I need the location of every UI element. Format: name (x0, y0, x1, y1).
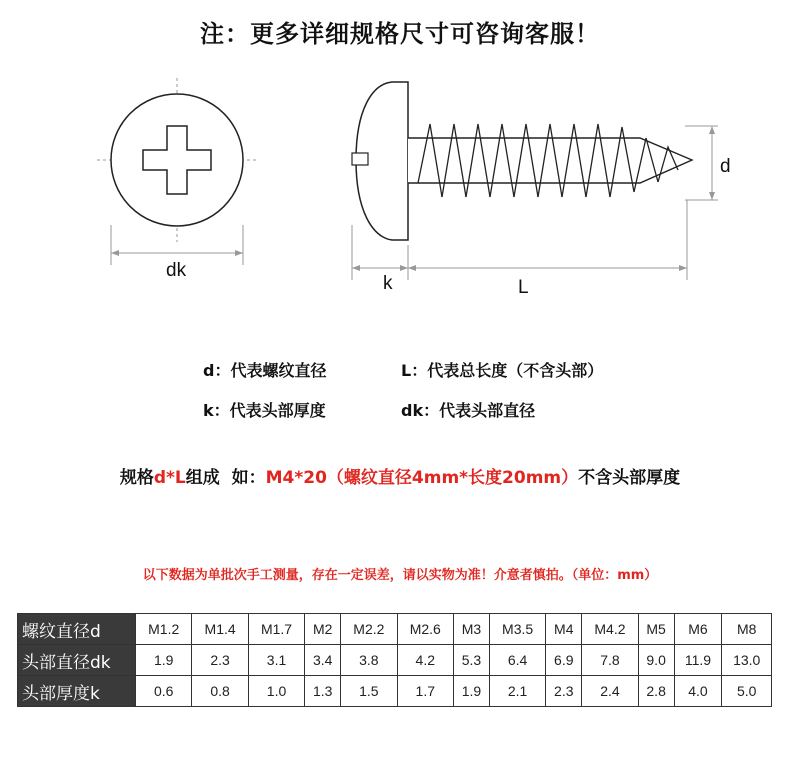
table-cell: 13.0 (722, 645, 772, 676)
table-cell: M2 (305, 614, 341, 645)
k-label: k (383, 273, 393, 294)
legend-dk: dk：代表头部直径 (401, 401, 536, 420)
table-cell: M6 (674, 614, 722, 645)
table-cell: 6.9 (546, 645, 582, 676)
table-cell: M2.6 (397, 614, 453, 645)
table-cell: 3.8 (341, 645, 397, 676)
table-cell: 0.8 (192, 676, 248, 707)
table-row (18, 676, 772, 707)
table-cell: M4 (546, 614, 582, 645)
legend-L: L：代表总长度（不含头部） (401, 361, 604, 380)
table-cell: 2.3 (546, 676, 582, 707)
table-cell: 9.0 (638, 645, 674, 676)
table-cell: 1.0 (248, 676, 304, 707)
page-title: 注：更多详细规格尺寸可咨询客服！ (200, 20, 600, 48)
spec-format: d*L (153, 468, 186, 488)
table-cell: 1.9 (136, 645, 192, 676)
table-row (18, 645, 772, 676)
table-cell: 1.3 (305, 676, 341, 707)
screw-diagram (0, 0, 800, 330)
measurement-note: 以下数据为单批次手工测量，存在一定误差，请以实物为准！介意者慎拍。（单位：mm） (142, 568, 658, 583)
table-cell: 5.3 (453, 645, 489, 676)
d-dimension (685, 126, 718, 200)
table-cell: 2.8 (638, 676, 674, 707)
d-label: d (720, 156, 731, 177)
spec-mid: 组成 如： (185, 468, 266, 488)
table-cell: M2.2 (341, 614, 397, 645)
table-cell: 3.1 (248, 645, 304, 676)
spec-table (17, 613, 772, 707)
screw-side-view (352, 82, 692, 240)
table-cell: M5 (638, 614, 674, 645)
table-cell: 7.8 (582, 645, 638, 676)
spec-prefix: 规格 (119, 468, 154, 488)
table-row (18, 614, 772, 645)
table-cell: 4.2 (397, 645, 453, 676)
table-cell: M1.7 (248, 614, 304, 645)
table-cell: 2.4 (582, 676, 638, 707)
row-header: 螺纹直径d (18, 614, 136, 645)
spec-suffix: 不含头部厚度 (578, 468, 681, 488)
row-header: 头部厚度k (18, 676, 136, 707)
table-cell: M1.2 (136, 614, 192, 645)
legend-k: k：代表头部厚度 (203, 401, 326, 420)
table-cell: 0.6 (136, 676, 192, 707)
dk-label: dk (166, 260, 187, 281)
table-cell: 4.0 (674, 676, 722, 707)
table-cell: 1.7 (397, 676, 453, 707)
table-cell: M3.5 (489, 614, 545, 645)
table-cell: M8 (722, 614, 772, 645)
spec-example: M4*20（螺纹直径4mm*长度20mm） (265, 468, 579, 488)
table-cell: 6.4 (489, 645, 545, 676)
dk-dimension (111, 225, 243, 265)
L-label: L (518, 277, 529, 298)
table-cell: M1.4 (192, 614, 248, 645)
table-cell: 5.0 (722, 676, 772, 707)
screw-head-top-view (97, 78, 258, 242)
legend-d: d：代表螺纹直径 (203, 361, 327, 380)
table-cell: M3 (453, 614, 489, 645)
row-header: 头部直径dk (18, 645, 136, 676)
table-cell: 11.9 (674, 645, 722, 676)
table-cell: 1.9 (453, 676, 489, 707)
table-cell: M4.2 (582, 614, 638, 645)
spec-line (0, 463, 800, 488)
table-cell: 2.3 (192, 645, 248, 676)
table-cell: 3.4 (305, 645, 341, 676)
table-cell: 2.1 (489, 676, 545, 707)
table-cell: 1.5 (341, 676, 397, 707)
